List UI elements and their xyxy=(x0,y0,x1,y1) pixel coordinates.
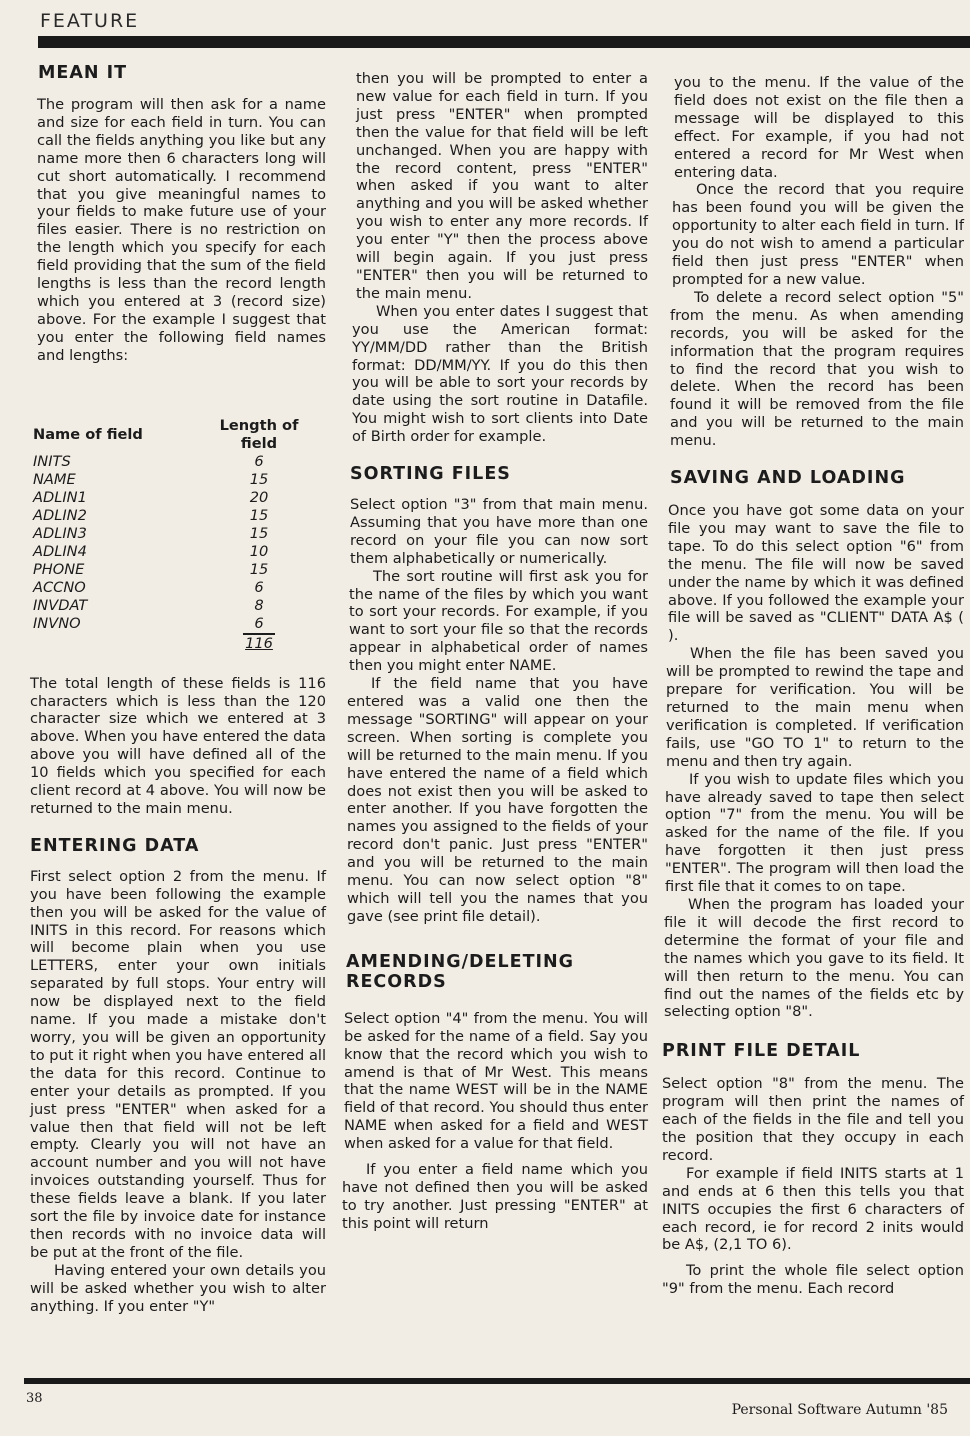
column-1 xyxy=(28,58,326,1316)
table-row xyxy=(33,453,318,471)
field-name: ACCNO xyxy=(33,578,86,596)
heading-print-file-detail: PRINT FILE DETAIL xyxy=(662,1041,861,1062)
field-length: 6 xyxy=(254,614,264,632)
table-row xyxy=(33,543,318,561)
paragraph: When you enter dates I suggest that you use the American format: YY/MM/DD rather than the British format: DD/MM/YY. If you do this then you will be able to sort your records by date using the sort routine in Datafile. You might wish to sort clients into Date of Birth order for example. xyxy=(352,302,648,446)
paragraph: Once the record that you require has been found you will be given the opportunity to alter each field in turn. If you do not wish to amend a particular field then just press "ENTER" when prompted for a new value. xyxy=(672,181,964,288)
page-number: 38 xyxy=(26,1391,43,1406)
paragraph: Once you have got some data on your file you may want to save the file to tape. To do this select option "6" from the menu. The file will now be saved under the name by which it was defined above. If you followed the example your file will be saved as "CLIENT" DATA A$ ( ). xyxy=(668,502,964,645)
heading-amending-deleting-records: AMENDING/DELETING RECORDS xyxy=(346,951,575,992)
table-header-length: Length of field xyxy=(219,416,299,452)
table-row xyxy=(33,561,318,579)
field-name: INVDAT xyxy=(33,596,88,614)
field-length: 15 xyxy=(249,470,269,488)
paragraph: The program will then ask for a name and size for each field in turn. You can call the fields anything you like but any name more then 6 characters long will cut short automatically. I recommend that you give meaningful names to your fields to make future use of your files easier. There is no restriction on the length which you specify for each field providing that the sum of the field lengths is less than the record length which you entered at 3 (record size) above. For the example I suggest that you enter the following field names and lengths: xyxy=(37,96,326,364)
paragraph: The total length of these fields is 116 characters which is less than the 120 character size which we entered at 3 above. When you have entered the data above you will have defined all of the 10 fields which you specified for each client record at 4 above. You will now be returned to the main menu. xyxy=(30,674,326,817)
paragraph: then you will be prompted to enter a new value for each field in turn. If you just press "ENTER" when prompted then the value for that field will be left unchanged. When you are happy with the record content, press "ENTER" when asked if you want to alter anything and you will be asked whether you wish to enter any more records. If you enter "Y" then the process above will begin again. If you just press "ENTER" then you will be returned to the main menu. xyxy=(356,70,648,302)
paragraph: Select option "8" from the menu. The program will then print the names of each of the fields in the file and tell you the position that they occupy in each record. xyxy=(662,1075,964,1164)
paragraph: Select option "4" from the menu. You will be asked for the name of a field. Say you know that the record which you wish to amend is that of Mr West. This means that the name WEST will be in the NAME field of that record. You should thus enter NAME when asked for a field and WEST when asked for a value for that field. xyxy=(344,1009,648,1153)
heading-sorting-files: SORTING FILES xyxy=(350,464,511,485)
table-row xyxy=(33,507,318,525)
field-length: 8 xyxy=(254,596,264,614)
field-length: 6 xyxy=(254,578,264,596)
paragraph: When the program has loaded your file it will decode the first record to determine the format of your file and the names which you gave to its field. It will then return to the menu. You can find out the names of the fields etc by selecting option "8". xyxy=(664,895,964,1021)
paragraph: To print the whole file select option "9" from the menu. Each record xyxy=(662,1262,964,1298)
paragraph: If you enter a field name which you have not defined then you will be asked to try another. Just pressing "ENTER" at this point will return xyxy=(342,1161,648,1232)
field-length: 15 xyxy=(249,524,269,542)
table-row xyxy=(33,525,318,543)
paragraph: If the field name that you have entered was a valid one then the message "SORTING" will appear on your screen. When sorting is complete you will be returned to the main menu. If you have entered the name of a field which does not exist then you will be asked to enter another. If you have forgotten the names you assigned to the fields of your record don't panic. Just press "ENTER" and you will be returned to the main menu. You can now select option "8" which will tell you the names that you gave (see print file detail). xyxy=(347,675,648,925)
table-row xyxy=(33,597,318,615)
paragraph: First select option 2 from the menu. If you have been following the example then you will be asked for the value of INITS in this record. For reasons which will become plain when you use LETTERS, enter your own initials separated by full stops. Your entry will now be displayed next to the field name. If you made a mistake don't worry, you will be given an opportunity to put it right when you have entered all the data for this record. Continue to enter your details as prompted. If you just press "ENTER" when asked for a value then that field will not be left empty. Clearly you will not have an account number and you will not have invoices outstanding yourself. Thus for these fields leave a blank. If you later sort the file by invoice date for instance then records with no invoice data will be put at the front of the file. xyxy=(30,867,327,1261)
field-name: INVNO xyxy=(33,614,81,632)
field-name: PHONE xyxy=(33,560,85,578)
field-lengths-table xyxy=(33,417,318,653)
table-row xyxy=(33,615,318,633)
field-length-total: 116 xyxy=(245,634,273,652)
field-length: 20 xyxy=(249,488,269,506)
paragraph: The sort routine will first ask you for the name of the files by which you want to sort your records. For example, if you want to sort your file so that the records appear in alphabetical order of names then you might enter NAME. xyxy=(349,567,648,675)
table-row xyxy=(33,471,318,489)
field-length: 6 xyxy=(254,452,264,470)
heading-entering-data: ENTERING DATA xyxy=(30,835,200,856)
field-length: 10 xyxy=(249,542,269,560)
header-rule xyxy=(38,36,970,48)
field-name: NAME xyxy=(33,470,76,488)
magazine-footer: Personal Software Autumn '85 xyxy=(731,1402,948,1418)
field-name: ADLIN4 xyxy=(33,542,87,560)
column-2 xyxy=(342,70,648,1233)
table-total-row xyxy=(33,633,318,653)
field-name: ADLIN2 xyxy=(33,506,87,524)
field-length: 15 xyxy=(249,506,269,524)
table-header-name: Name of field xyxy=(33,425,143,443)
paragraph: If you wish to update files which you have already saved to tape then select option "7" from the menu. You will be asked for the name of the file. If you have forgotten it then just press "ENTER". The program will then load the first file that it comes to on tape. xyxy=(665,770,964,896)
paragraph: you to the menu. If the value of the field does not exist on the file then a message will be displayed to this effect. For example, if you had not entered a record for Mr West when entering data. xyxy=(674,74,964,181)
footer-rule xyxy=(24,1378,970,1384)
paragraph: Select option "3" from that main menu. Assuming that you have more than one record on your file you can now sort them alphabetically or numerically. xyxy=(350,496,648,567)
heading-saving-and-loading: SAVING AND LOADING xyxy=(670,468,906,489)
paragraph: For example if field INITS starts at 1 and ends at 6 then this tells you that INITS occupies the first 6 characters of each record, ie for record 2 inits would be A$, (2,1 TO 6). xyxy=(662,1164,964,1254)
field-length: 15 xyxy=(249,560,269,578)
column-3 xyxy=(662,74,964,1298)
table-row xyxy=(33,579,318,597)
paragraph: When the file has been saved you will be prompted to rewind the tape and prepare for verification. You will be returned to the main menu when verification is completed. If verification fails, use "GO TO 1" to return to the menu and then try again. xyxy=(666,645,964,770)
section-label: FEATURE xyxy=(40,10,140,32)
field-name: ADLIN1 xyxy=(33,488,87,506)
field-name: INITS xyxy=(33,452,71,470)
heading-mean-it: MEAN IT xyxy=(38,63,128,83)
field-name: ADLIN3 xyxy=(33,524,87,542)
table-row xyxy=(33,489,318,507)
paragraph: Having entered your own details you will be asked whether you wish to alter anything. If you enter "Y" xyxy=(30,1261,326,1315)
paragraph: To delete a record select option "5" from the menu. As when amending records, you will be asked for the information that the program requires to find the record that you wish to delete. When the record has been found it will be removed from the file and you will be returned to the main menu. xyxy=(670,288,964,450)
